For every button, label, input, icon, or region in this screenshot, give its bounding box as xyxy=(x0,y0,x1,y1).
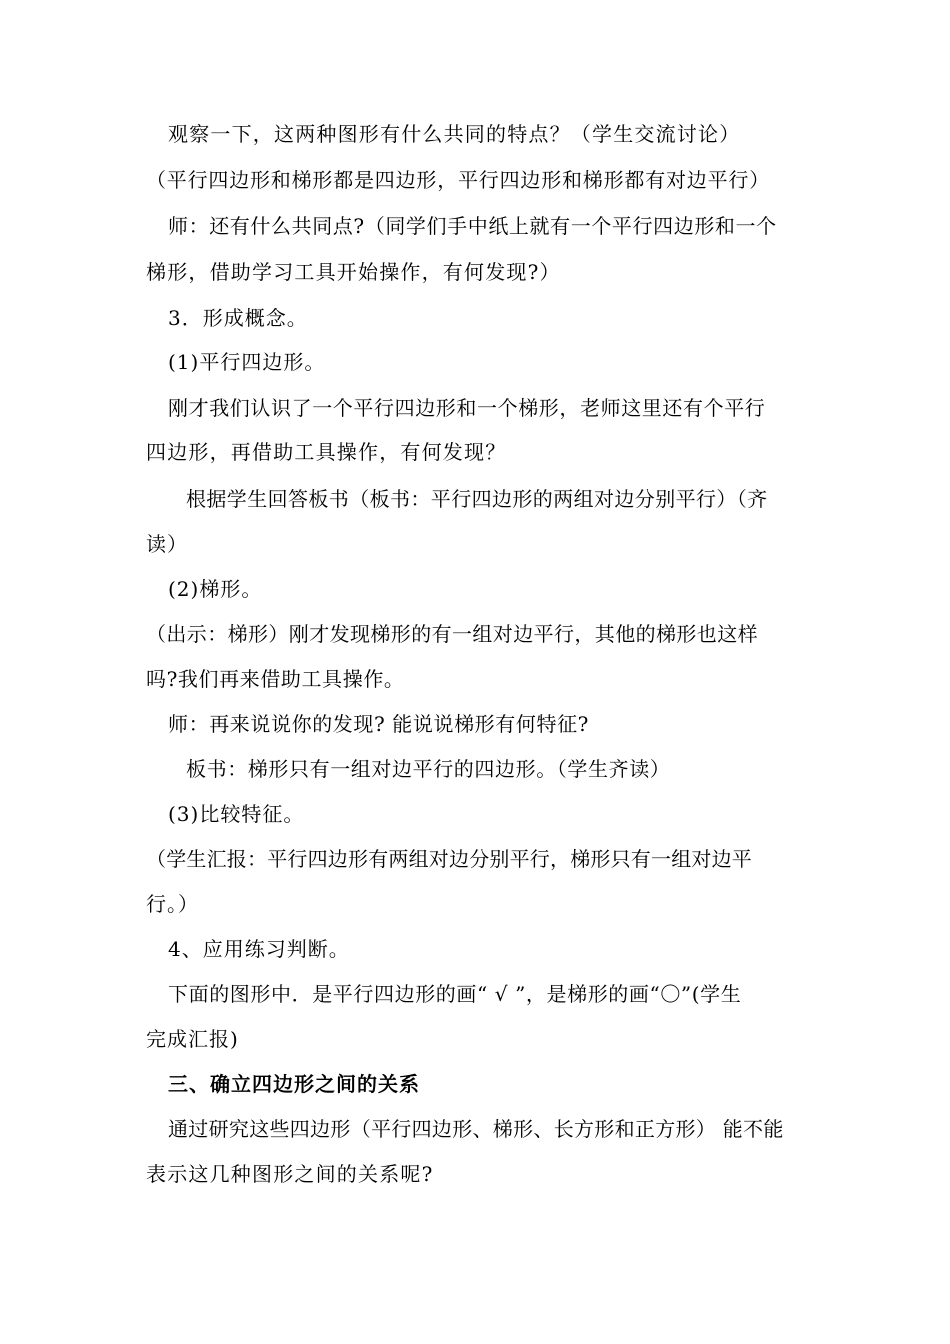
subsection-heading: (1)平行四边形。 xyxy=(168,350,326,374)
paragraph-line: 刚才我们认识了一个平行四边形和一个梯形，老师这里还有个平行 xyxy=(168,396,766,420)
paragraph-line: （学生汇报：平行四边形有两组对边分别平行，梯形只有一组对边平 xyxy=(146,847,752,871)
paragraph-line: 观察一下，这两种图形有什么共同的特点？（学生交流讨论） xyxy=(168,122,741,146)
subsection-heading: (2)梯形。 xyxy=(168,577,263,601)
paragraph-line: 根据学生回答板书（板书：平行四边形的两组对边分别平行）（齐 xyxy=(186,487,768,511)
paragraph-line: 通过研究这些四边形（平行四边形、梯形、长方形和正方形） 能不能 xyxy=(168,1117,784,1141)
section-heading: 4、应用练习判断。 xyxy=(168,937,350,961)
paragraph-line: 吗?我们再来借助工具操作。 xyxy=(146,667,405,691)
paragraph-line: 师：再来说说你的发现? 能说说梯形有何特征? xyxy=(168,712,590,736)
section-heading: 3．形成概念。 xyxy=(168,306,308,330)
paragraph-line: 完成汇报) xyxy=(146,1027,239,1051)
paragraph-line: 表示这几种图形之间的关系呢? xyxy=(146,1162,434,1186)
paragraph-line: 读） xyxy=(146,532,188,556)
paragraph-line: （平行四边形和梯形都是四边形，平行四边形和梯形都有对边平行） xyxy=(146,168,770,192)
paragraph-line: 师：还有什么共同点?（同学们手中纸上就有一个平行四边形和一个 xyxy=(168,214,777,238)
paragraph-line: （出示：梯形）刚才发现梯形的有一组对边平行，其他的梯形也这样 xyxy=(146,622,758,646)
paragraph-line: 下面的图形中．是平行四边形的画“ √ ”，是梯形的画“〇”(学生 xyxy=(168,982,742,1006)
paragraph-line: 四边形，再借助工具操作，有何发现？ xyxy=(146,440,507,464)
subsection-heading: (3)比较特征。 xyxy=(168,802,305,826)
paragraph-line: 梯形，借助学习工具开始操作，有何发现?） xyxy=(146,260,561,284)
paragraph-line: 行。） xyxy=(146,892,199,916)
chapter-heading: 三、确立四边形之间的关系 xyxy=(168,1072,420,1096)
paragraph-line: 板书：梯形只有一组对边平行的四边形。（学生齐读） xyxy=(186,757,671,781)
